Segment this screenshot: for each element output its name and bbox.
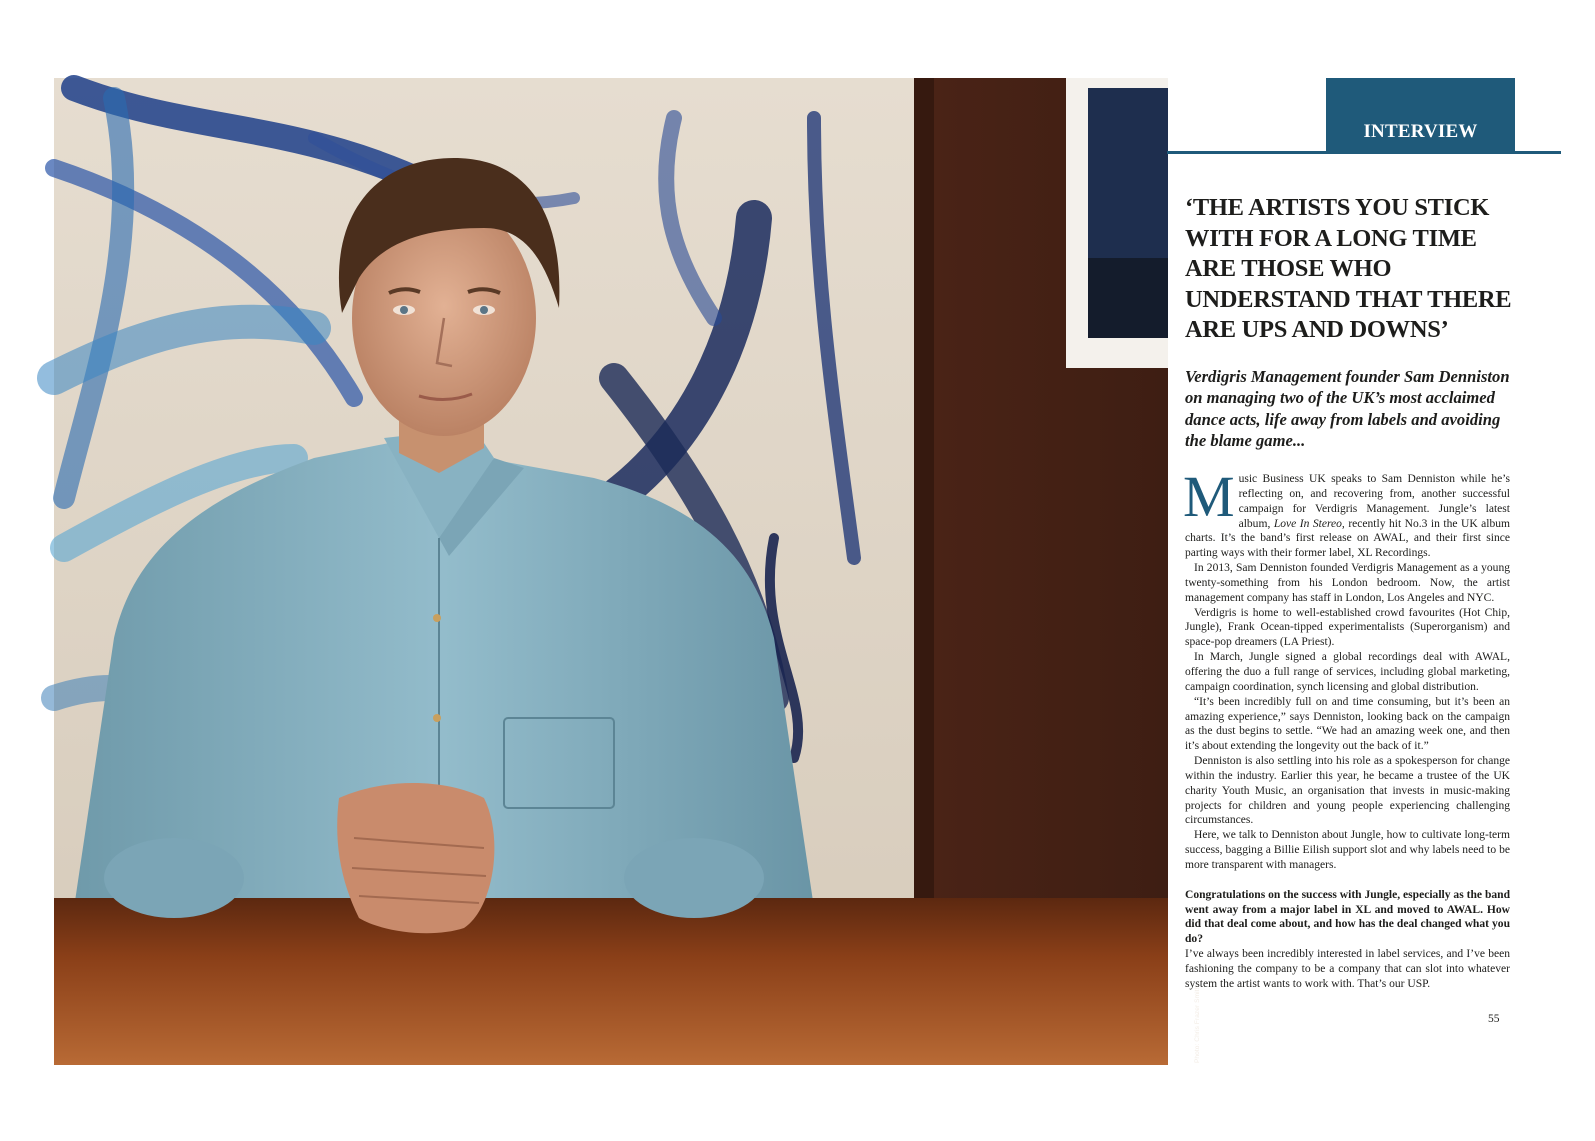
section-tab-label: INTERVIEW [1363, 121, 1478, 142]
portrait-illustration [54, 78, 1168, 1065]
photo-credit: Photo: Chris Frazer Smith [1194, 985, 1201, 1063]
paragraph-5: “It’s been incredibly full on and time consuming, but it’s been an amazing experience,” says Denniston, looking back on the campaign as the dust begins to settle. “We had an amazing week one, and then it’s about extending the longevity out the back of it.” [1185, 695, 1510, 753]
portrait-photo [54, 78, 1201, 1065]
headline: ‘THE ARTISTS YOU STICK WITH FOR A LONG TIME ARE THOSE WHO UNDERSTAND THAT THERE ARE UPS AND DOWNS’ [1185, 194, 1512, 343]
interview-question: Congratulations on the success with Jungle, especially as the band went away from a major label in XL and moved to AWAL. How did that deal come about, and how has the deal changed what you do? [1185, 888, 1510, 946]
page-number: 55 [1488, 1013, 1500, 1025]
paragraph-1-text-a: usic Business UK speaks to Sam Denniston while he’s reflecting on, and recovering from, another successful campaign for Verdigris Management. Jungle’s latest album, [1238, 473, 1510, 530]
paragraph-1 [1183, 464, 1511, 561]
article-body [1183, 464, 1511, 992]
section-tab [1326, 78, 1515, 152]
standfirst: Verdigris Management founder Sam Denniston on managing two of the UK’s most acclaimed dance acts, life away from labels and avoiding the blame game... [1185, 367, 1510, 451]
drop-cap: M [1183, 464, 1235, 529]
album-title: Love In Stereo, [1273, 517, 1345, 530]
paragraph-6: Denniston is also settling into his role as a spokesperson for change within the industry. Earlier this year, he became a trustee of the UK charity Youth Music, an organisation that invests in music-making projects for children and young people experiencing challenging circumstances. [1185, 755, 1510, 827]
interview-answer: I’ve always been incredibly interested in label services, and I’ve been fashioning the company to be a company that can slot into whatever system the artist wants to work with. That’s our USP. [1185, 948, 1510, 990]
paragraph-3: Verdigris is home to well-established crowd favourites (Hot Chip, Jungle), Frank Ocean-tipped experimentalists (Superorganism) and space-pop dreamers (LA Priest). [1185, 606, 1510, 649]
paragraph-4: In March, Jungle signed a global recordings deal with AWAL, offering the duo a full range of services, including global marketing, campaign coordination, synch licensing and global distribution. [1185, 651, 1510, 693]
section-rule [1167, 151, 1561, 154]
paragraph-2: In 2013, Sam Denniston founded Verdigris Management as a young twenty-something from his London bedroom. Now, the artist management company has staff in London, Los Angeles and NYC. [1185, 562, 1510, 604]
paragraph-7: Here, we talk to Denniston about Jungle, how to cultivate long-term success, bagging a Billie Eilish support slot and why labels need to be more transparent with managers. [1185, 829, 1510, 871]
paragraph-1-text-b: recently hit No.3 in the UK album charts. It’s the band’s first release on AWAL, and their first since parting ways with their former label, XL Recordings. [1185, 517, 1511, 560]
